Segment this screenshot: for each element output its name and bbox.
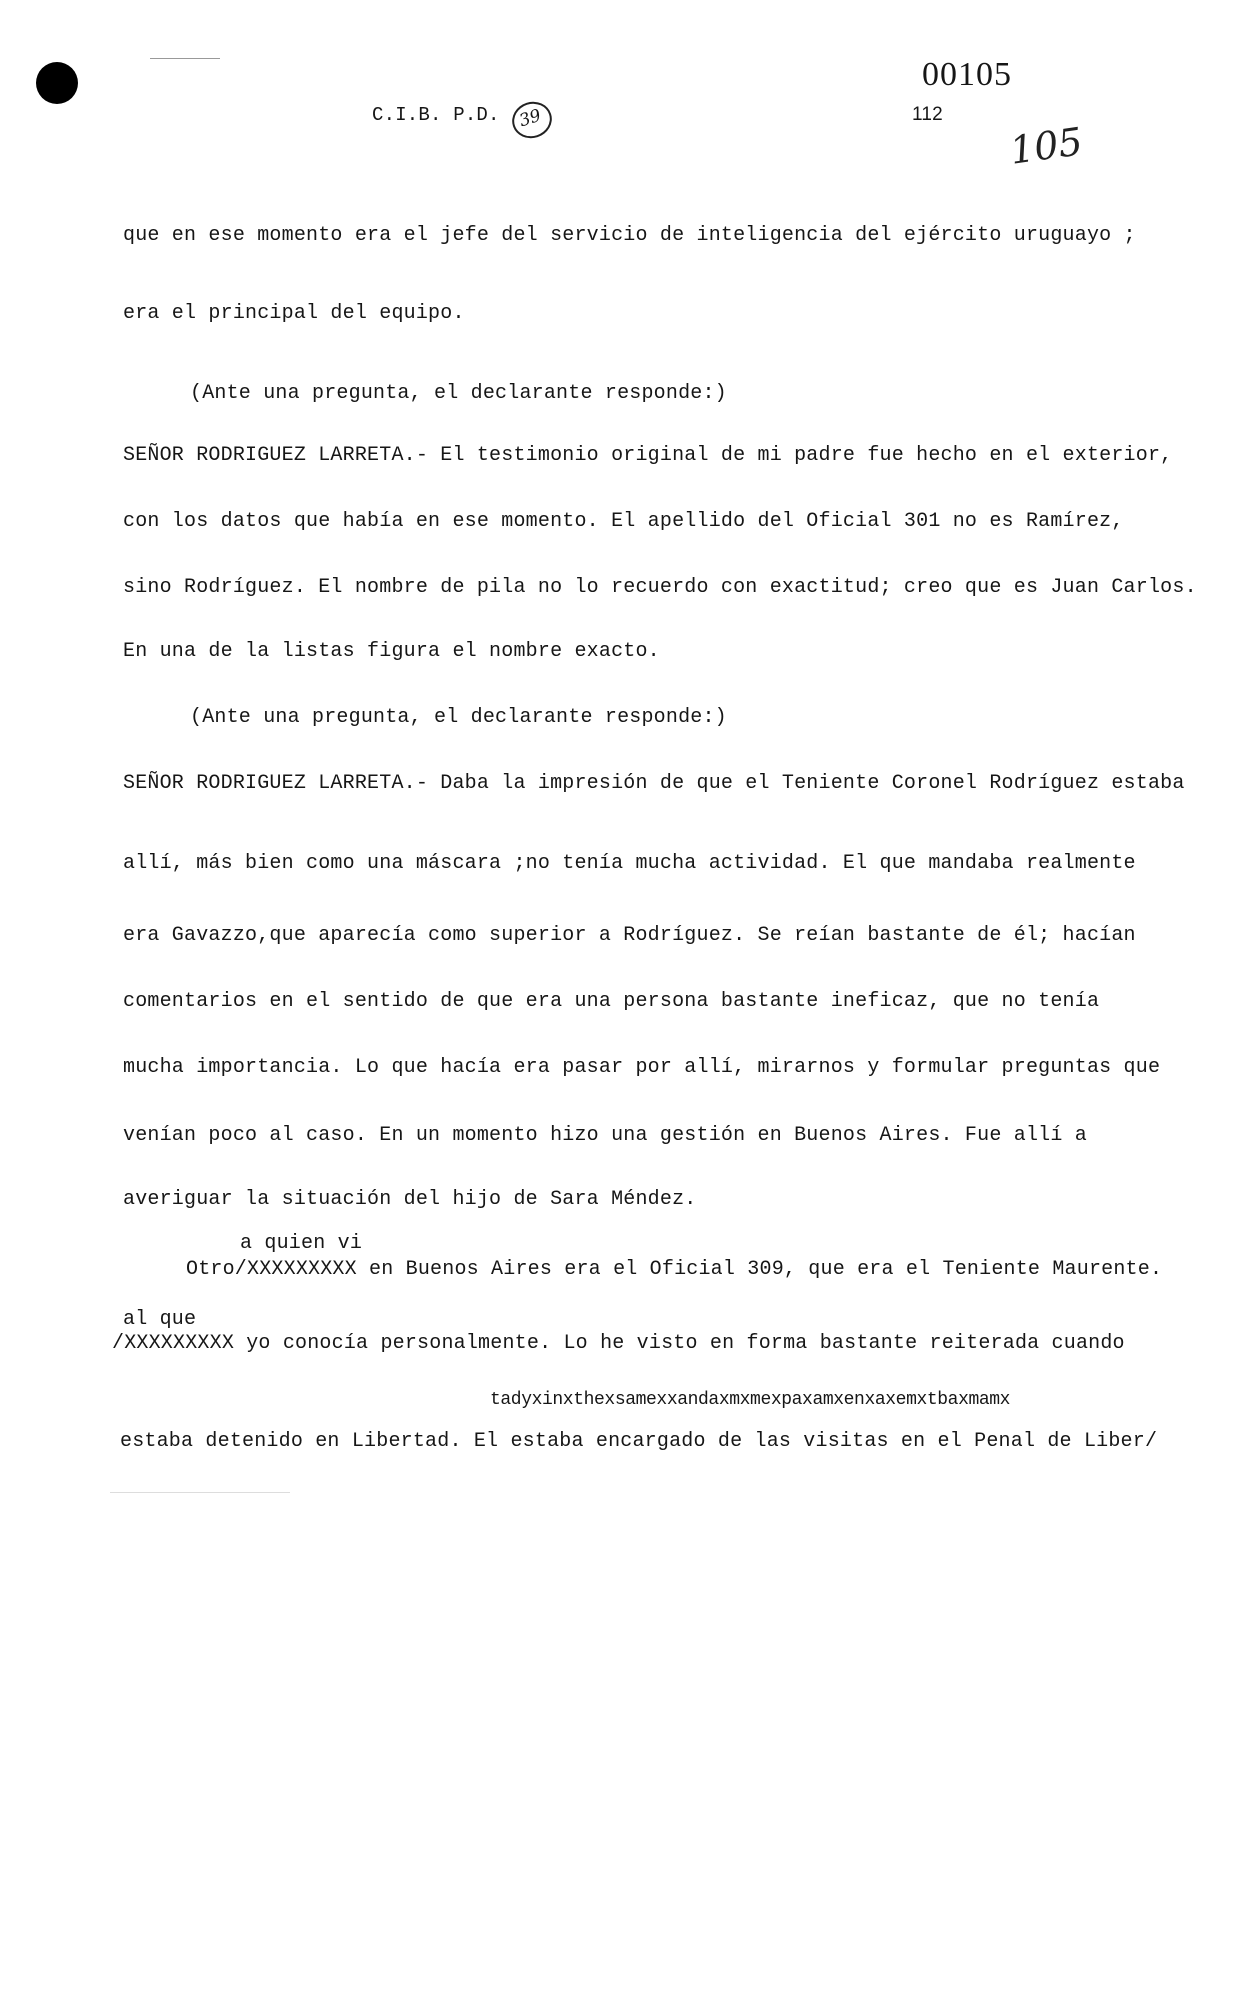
text-line-18: estaba detenido en Libertad. El estaba encargado de las visitas en el Penal de Liber/ — [120, 1430, 1158, 1453]
text-line-1: que en ese momento era el jefe del servicio de inteligencia del ejército uruguayo ; — [123, 224, 1136, 247]
page-number: 112 — [912, 104, 943, 125]
interlinear-insert-1: a quien vi — [240, 1232, 363, 1255]
text-line-7: En una de la listas figura el nombre exacto. — [123, 640, 660, 663]
text-line-10: allí, más bien como una máscara ;no tenía mucha actividad. El que mandaba realmente — [123, 852, 1136, 875]
text-line-17: /XXXXXXXXX yo conocía personalmente. Lo he visto en forma bastante reiterada cuando — [112, 1332, 1125, 1355]
header-code: C.I.B. P.D. — [372, 104, 500, 126]
interlinear-insert-2: al que — [123, 1308, 197, 1331]
text-line-13: mucha importancia. Lo que hacía era pasar por allí, mirarnos y formular preguntas que — [123, 1056, 1161, 1079]
handwritten-page-number: 105 — [1007, 119, 1086, 173]
stamp-number: 00105 — [922, 56, 1012, 93]
circled-mark-number: 39 — [516, 105, 544, 132]
text-line-3: (Ante una pregunta, el declarante responde:) — [190, 382, 727, 405]
struck-out-line: tadyxinxthexsamexxandaxmxmexpaxamxenxaxemxtbaxmamx — [490, 1390, 1011, 1410]
text-line-9: SEÑOR RODRIGUEZ LARRETA.- Daba la impresión de que el Teniente Coronel Rodríguez estaba — [123, 772, 1185, 795]
text-line-16: Otro/XXXXXXXXX en Buenos Aires era el Oficial 309, que era el Teniente Maurente. — [186, 1258, 1163, 1281]
text-line-4: SEÑOR RODRIGUEZ LARRETA.- El testimonio original de mi padre fue hecho en el exterior, — [123, 444, 1173, 467]
text-line-5: con los datos que había en ese momento. El apellido del Oficial 301 no es Ramírez, — [123, 510, 1124, 533]
text-line-12: comentarios en el sentido de que era una persona bastante ineficaz, que no tenía — [123, 990, 1100, 1013]
bottom-speck — [110, 1492, 290, 1493]
circled-mark — [507, 97, 556, 144]
header-speck — [150, 58, 220, 59]
text-line-8: (Ante una pregunta, el declarante responde:) — [190, 706, 727, 729]
text-line-2: era el principal del equipo. — [123, 302, 465, 325]
text-line-15: averiguar la situación del hijo de Sara Méndez. — [123, 1188, 697, 1211]
text-line-6: sino Rodríguez. El nombre de pila no lo recuerdo con exactitud; creo que es Juan Carlos. — [123, 576, 1197, 599]
text-line-14: venían poco al caso. En un momento hizo una gestión en Buenos Aires. Fue allí a — [123, 1124, 1087, 1147]
punch-hole-mark — [36, 62, 78, 104]
text-line-11: era Gavazzo,que aparecía como superior a Rodríguez. Se reían bastante de él; hacían — [123, 924, 1136, 947]
